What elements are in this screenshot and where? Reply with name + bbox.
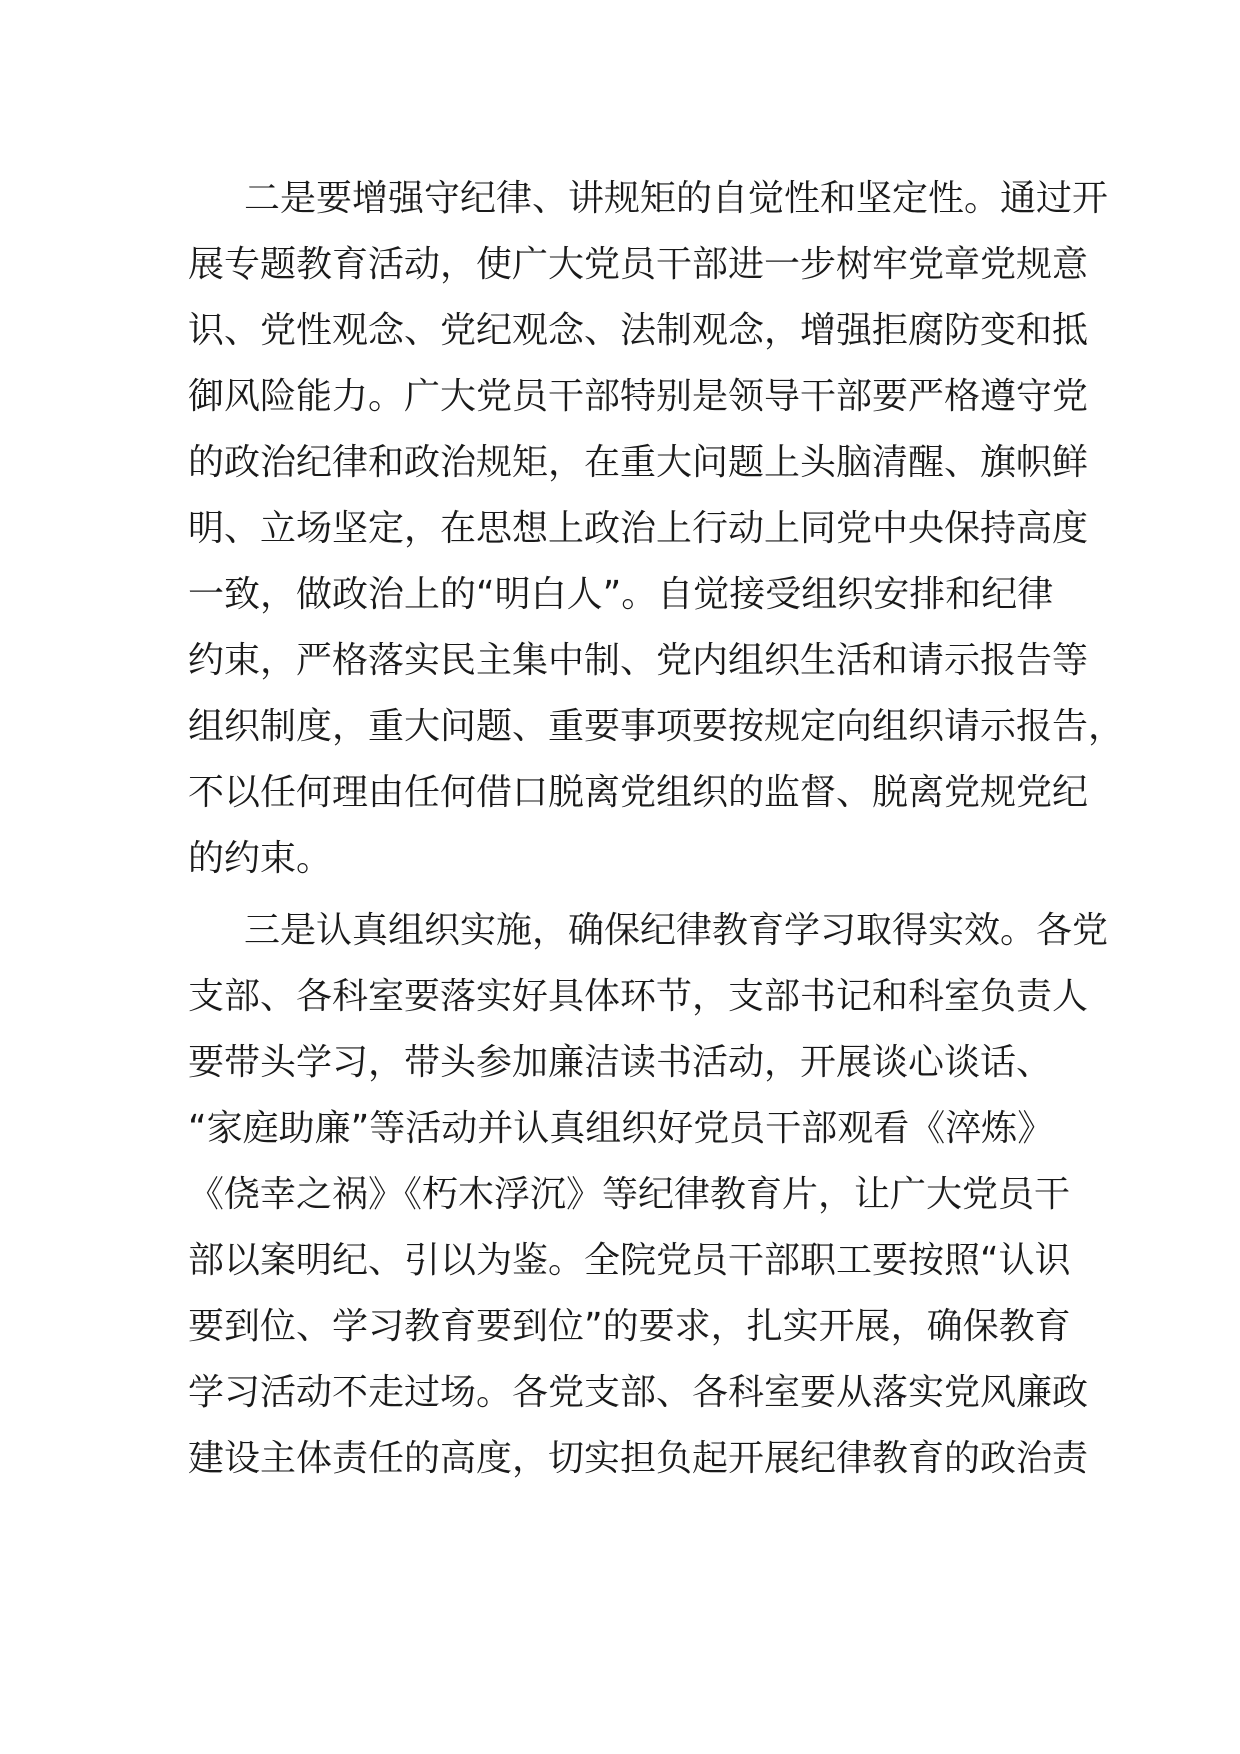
text-line: 明、立场坚定，在思想上政治上行动上同党中央保持高度 — [188, 508, 1089, 549]
text-line: 要带头学习，带头参加廉洁读书活动，开展谈心谈话、 — [188, 1042, 1053, 1083]
text-line: 展专题教育活动，使广大党员干部进一步树牢党章党规意 — [188, 244, 1089, 285]
text-line: 要到位、学习教育要到位”的要求，扎实开展，确保教育 — [188, 1306, 1071, 1347]
text-line: 不以任何理由任何借口脱离党组织的监督、脱离党规党纪 — [188, 772, 1089, 813]
text-line: 部以案明纪、引以为鉴。全院党员干部职工要按照“认识 — [188, 1240, 1071, 1281]
text-line: 识、党性观念、党纪观念、法制观念，增强拒腐防变和抵 — [188, 310, 1089, 351]
text-line: 一致，做政治上的“明白人”。自觉接受组织安排和纪律 — [188, 574, 1054, 615]
paragraph-discipline — [188, 166, 1125, 892]
text-line: 《侥幸之祸》《朽木浮沉》等纪律教育片，让广大党员干 — [188, 1174, 1071, 1215]
text-line: 三是认真组织实施，确保纪律教育学习取得实效。各党 — [244, 910, 1109, 951]
text-line: 支部、各科室要落实好具体环节，支部书记和科室负责人 — [188, 976, 1089, 1017]
text-line: 的约束。 — [188, 838, 333, 879]
paragraph-implementation — [188, 898, 1109, 1492]
document-body — [188, 166, 1125, 1492]
text-line: 二是要增强守纪律、讲规矩的自觉性和坚定性。通过开 — [244, 178, 1109, 219]
text-line: 约束，严格落实民主集中制、党内组织生活和请示报告等 — [188, 640, 1089, 681]
text-line: 的政治纪律和政治规矩，在重大问题上头脑清醒、旗帜鲜 — [188, 442, 1089, 483]
text-line: 组织制度，重大问题、重要事项要按规定向组织请示报告， — [188, 706, 1125, 747]
text-line: “家庭助廉”等活动并认真组织好党员干部观看《淬炼》 — [188, 1108, 1054, 1149]
text-line: 御风险能力。广大党员干部特别是领导干部要严格遵守党 — [188, 376, 1089, 417]
text-line: 建设主体责任的高度，切实担负起开展纪律教育的政治责 — [188, 1438, 1089, 1479]
text-line: 学习活动不走过场。各党支部、各科室要从落实党风廉政 — [188, 1372, 1089, 1413]
